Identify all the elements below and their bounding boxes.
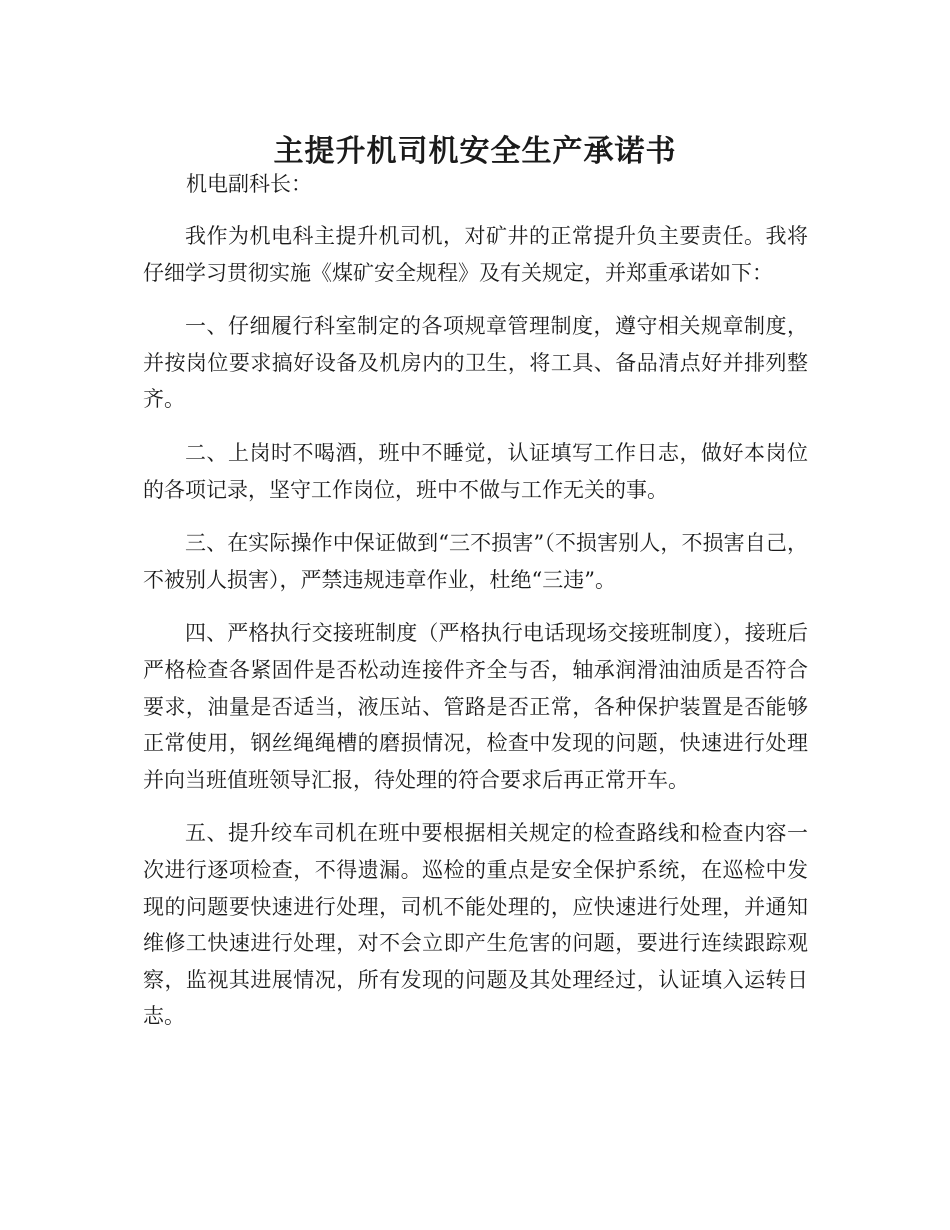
document-body [143,218,808,1052]
paragraph-intro: 我作为机电科主提升机司机，对矿井的正常提升负主要责任。我将仔细学习贯彻实施《煤矿安全规程》及有关规定，并郑重承诺如下： [143,224,808,285]
paragraph-item-3: 三、在实际操作中保证做到“三不损害”（不损害别人，不损害自己，不被别人损害），严禁违规违章作业，杜绝“三违”。 [143,531,808,592]
document-title: 主提升机司机安全生产承诺书 [273,134,677,170]
paragraph-item-2: 二、上岗时不喝酒，班中不睡觉，认证填写工作日志，做好本岗位的各项记录，坚守工作岗位，班中不做与工作无关的事。 [143,440,808,502]
paragraph-item-4: 四、严格执行交接班制度（严格执行电话现场交接班制度），接班后严格检查各紧固件是否松动连接件齐全与否，轴承润滑油油质是否符合要求，油量是否适当，液压站、管路是否正常，各种保护装置是否能够正常使用，钢丝绳绳槽的磨损情况，检查中发现的问题，快速进行处理并向当班值班领导汇报，待处理的符合要求后再正常开车。 [143,621,808,792]
paragraph-item-1: 一、仔细履行科室制定的各项规章管理制度，遵守相关规章制度，并按岗位要求搞好设备及机房内的卫生，将工具、备品清点好并排列整齐。 [143,314,808,412]
paragraph-item-5: 五、提升绞车司机在班中要根据相关规定的检查路线和检查内容一次进行逐项检查，不得遗漏。巡检的重点是安全保护系统，在巡检中发现的问题要快速进行处理，司机不能处理的，应快速进行处理，并通知维修工快速进行处理，对不会立即产生危害的问题，要进行连续跟踪观察，监视其进展情况，所有发现的问题及其处理经过，认证填入运转日志。 [143,821,808,1029]
salutation: 机电副科长： [186,172,312,196]
